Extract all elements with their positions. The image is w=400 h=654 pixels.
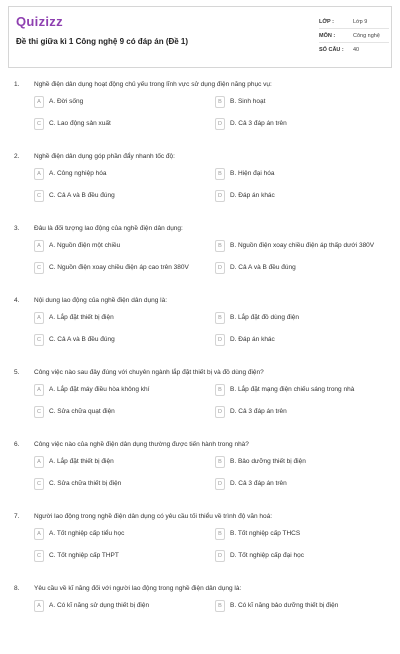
option-text: B. Lắp đặt đồ dùng điện [230, 314, 300, 321]
option-letter: D [215, 478, 225, 490]
quizizz-logo: Quizizz [16, 14, 63, 29]
option-c[interactable] [34, 334, 209, 346]
option-letter: A [34, 96, 44, 108]
question-text: Nội dung lao động của nghề điện dân dụng là: [34, 297, 167, 304]
option-a[interactable] [34, 456, 209, 468]
question-text: Yêu cầu về kĩ năng đối với người lao động trong nghề điện dân dụng là: [34, 585, 242, 592]
option-text: D. Cả 3 đáp án trên [230, 480, 287, 487]
option-letter: D [215, 550, 225, 562]
question-number: 1. [14, 81, 20, 88]
question-number: 5. [14, 369, 20, 376]
option-b[interactable] [215, 312, 390, 324]
question-number: 4. [14, 297, 20, 304]
option-letter: C [34, 406, 44, 418]
option-text: D. Tốt nghiệp cấp đại học [230, 552, 304, 559]
question-text: Người lao động trong nghề điện dân dụng có yêu cầu tối thiểu về trình độ văn hoá: [34, 513, 273, 520]
option-letter: A [34, 168, 44, 180]
option-b[interactable] [215, 384, 390, 396]
question-5 [0, 366, 400, 438]
question-number: 6. [14, 441, 20, 448]
option-letter: A [34, 312, 44, 324]
meta-value: 40 [353, 47, 360, 53]
option-text: A. Lắp đặt máy điều hòa không khí [49, 386, 150, 393]
option-b[interactable] [215, 600, 390, 612]
option-text: D. Cả 3 đáp án trên [230, 120, 287, 127]
option-text: C. Cả A và B đều đúng [49, 336, 115, 343]
meta-value: Công nghệ [353, 33, 380, 39]
option-a[interactable] [34, 384, 209, 396]
option-text: B. Tốt nghiệp cấp THCS [230, 530, 301, 537]
meta-row-subject [319, 29, 389, 43]
meta-label: LỚP : [319, 19, 334, 25]
option-d[interactable] [215, 550, 390, 562]
option-text: B. Nguồn điện xoay chiều điện áp thấp dưới 380V [230, 242, 375, 249]
option-letter: A [34, 456, 44, 468]
option-text: D. Đáp án khác [230, 192, 275, 199]
option-text: C. Cả A và B đều đúng [49, 192, 115, 199]
option-b[interactable] [215, 96, 390, 108]
option-letter: C [34, 334, 44, 346]
question-text: Công việc nào sau đây đúng với chuyên ngành lắp đặt thiết bị và đồ dùng điện? [34, 369, 264, 376]
option-letter: C [34, 118, 44, 130]
option-c[interactable] [34, 478, 209, 490]
option-text: A. Tốt nghiệp cấp tiểu học [49, 530, 125, 537]
option-a[interactable] [34, 312, 209, 324]
question-list [0, 78, 400, 654]
question-number: 3. [14, 225, 20, 232]
option-d[interactable] [215, 334, 390, 346]
option-text: D. Cả A và B đều đúng [230, 264, 296, 271]
meta-label: SỐ CÂU : [319, 47, 344, 53]
option-text: B. Bảo dưỡng thiết bị điện [230, 458, 306, 465]
question-6 [0, 438, 400, 510]
option-text: C. Nguồn điện xoay chiều điện áp cao trên 380V [49, 264, 189, 271]
option-letter: B [215, 96, 225, 108]
option-c[interactable] [34, 262, 209, 274]
option-d[interactable] [215, 262, 390, 274]
document-header [8, 6, 392, 68]
option-text: C. Lao động sản xuất [49, 120, 111, 127]
option-letter: B [215, 168, 225, 180]
question-2 [0, 150, 400, 222]
meta-value: Lớp 9 [353, 19, 368, 25]
option-letter: B [215, 600, 225, 612]
question-7 [0, 510, 400, 582]
option-d[interactable] [215, 118, 390, 130]
question-1 [0, 78, 400, 150]
option-letter: D [215, 262, 225, 274]
option-d[interactable] [215, 406, 390, 418]
option-text: C. Sửa chữa thiết bị điện [49, 480, 122, 487]
option-c[interactable] [34, 406, 209, 418]
question-number: 7. [14, 513, 20, 520]
option-b[interactable] [215, 456, 390, 468]
option-letter: C [34, 190, 44, 202]
option-b[interactable] [215, 168, 390, 180]
option-text: A. Nguồn điện một chiều [49, 242, 121, 249]
option-letter: B [215, 456, 225, 468]
question-text: Nghề điện dân dụng hoạt động chủ yếu trong lĩnh vực sử dụng điện năng phục vụ: [34, 81, 272, 88]
option-letter: D [215, 406, 225, 418]
option-text: A. Có kĩ năng sử dụng thiết bị điện [49, 602, 150, 609]
question-number: 2. [14, 153, 20, 160]
option-letter: A [34, 600, 44, 612]
option-letter: A [34, 240, 44, 252]
option-letter: A [34, 528, 44, 540]
meta-table [319, 15, 389, 57]
option-text: B. Có kĩ năng bảo dưỡng thiết bị điện [230, 602, 339, 609]
question-text: Đâu là đối tượng lao động của nghề điện dân dụng: [34, 225, 183, 232]
option-a[interactable] [34, 600, 209, 612]
option-letter: D [215, 118, 225, 130]
meta-row-count [319, 43, 389, 57]
option-letter: D [215, 190, 225, 202]
option-a[interactable] [34, 96, 209, 108]
question-text: Nghề điện dân dụng góp phần đẩy nhanh tốc độ: [34, 153, 175, 160]
option-text: B. Sinh hoạt [230, 98, 266, 105]
question-number: 8. [14, 585, 20, 592]
option-text: A. Lắp đặt thiết bị điện [49, 458, 114, 465]
option-letter: B [215, 528, 225, 540]
question-3 [0, 222, 400, 294]
option-letter: D [215, 334, 225, 346]
option-a[interactable] [34, 240, 209, 252]
option-letter: B [215, 240, 225, 252]
meta-row-class [319, 15, 389, 29]
meta-label: MÔN : [319, 33, 336, 39]
question-text: Công việc nào của nghề điện dân dụng thường được tiến hành trong nhà? [34, 441, 249, 448]
option-a[interactable] [34, 528, 209, 540]
option-text: C. Tốt nghiệp cấp THPT [49, 552, 119, 559]
document-title: Đề thi giữa kì 1 Công nghệ 9 có đáp án (Đề 1) [16, 37, 189, 46]
option-text: D. Cả 3 đáp án trên [230, 408, 287, 415]
option-text: C. Sửa chữa quạt điện [49, 408, 115, 415]
option-letter: C [34, 550, 44, 562]
option-a[interactable] [34, 168, 209, 180]
option-d[interactable] [215, 190, 390, 202]
option-letter: B [215, 312, 225, 324]
option-text: B. Lắp đặt mạng điện chiếu sáng trong nhà [230, 386, 355, 393]
option-d[interactable] [215, 478, 390, 490]
option-letter: C [34, 262, 44, 274]
option-b[interactable] [215, 240, 390, 252]
option-text: D. Đáp án khác [230, 336, 275, 343]
question-8 [0, 582, 400, 654]
option-c[interactable] [34, 118, 209, 130]
option-c[interactable] [34, 190, 209, 202]
option-text: A. Công nghiệp hóa [49, 170, 107, 177]
option-text: B. Hiện đại hóa [230, 170, 275, 177]
option-letter: B [215, 384, 225, 396]
option-b[interactable] [215, 528, 390, 540]
option-letter: C [34, 478, 44, 490]
option-c[interactable] [34, 550, 209, 562]
option-letter: A [34, 384, 44, 396]
question-4 [0, 294, 400, 366]
option-text: A. Đời sống [49, 98, 84, 105]
option-text: A. Lắp đặt thiết bị điện [49, 314, 114, 321]
